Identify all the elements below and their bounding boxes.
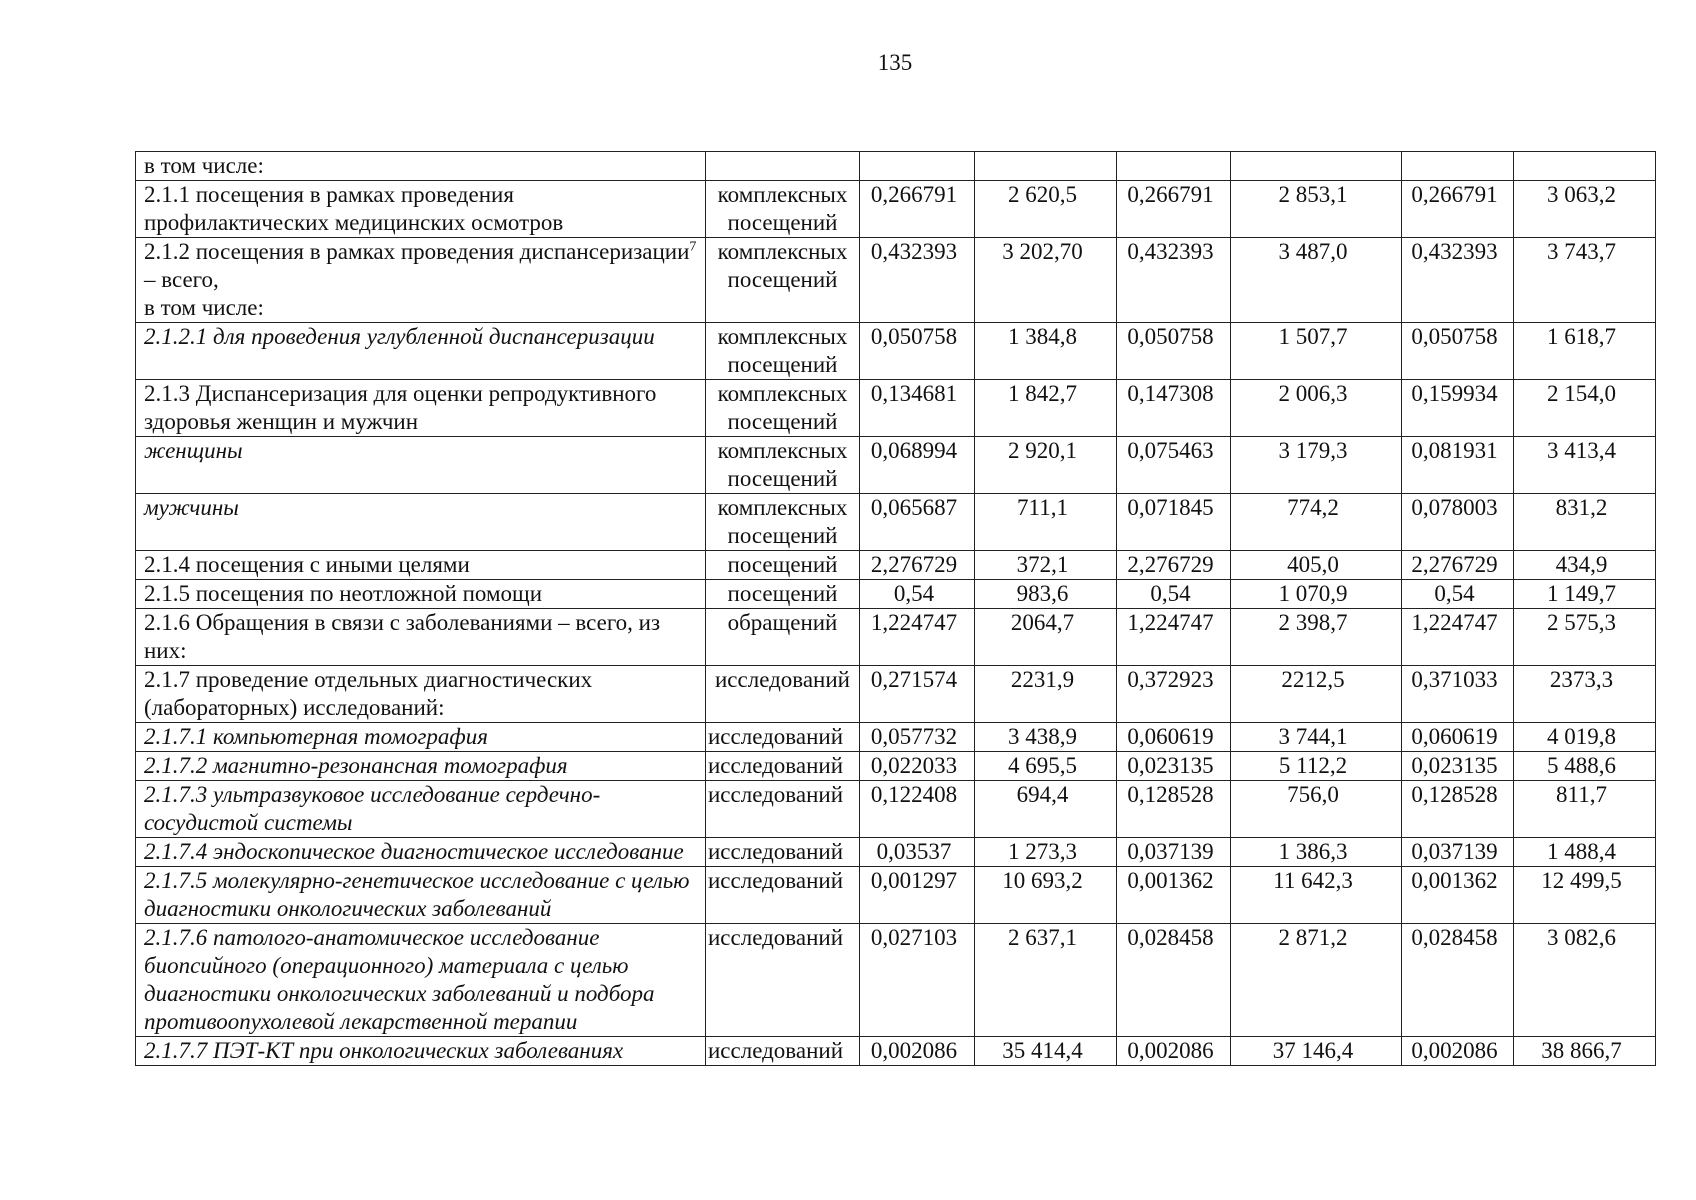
cell-value: 1 488,4 (1514, 838, 1656, 867)
cell-value: 0,128528 (1117, 781, 1231, 838)
cell-value: 0,037139 (1117, 838, 1231, 867)
cell-value: 0,060619 (1402, 723, 1514, 752)
cell-value: 0,068994 (860, 437, 975, 494)
cell-value (1402, 152, 1514, 181)
cell-value: 983,6 (975, 580, 1117, 609)
cell-value: 0,371033 (1402, 666, 1514, 723)
row-name: 2.1.2.1 для проведения углубленной диспансеризации (136, 323, 706, 380)
cell-value: 0,54 (860, 580, 975, 609)
row-unit: комплексных посещений (706, 181, 860, 238)
row-name: в том числе: (136, 152, 706, 181)
cell-value: 0,027103 (860, 924, 975, 1037)
table-row (136, 752, 1656, 781)
table-row (136, 838, 1656, 867)
cell-value: 2 575,3 (1514, 609, 1656, 666)
table-row (136, 666, 1656, 723)
cell-value: 3 438,9 (975, 723, 1117, 752)
cell-value: 0,057732 (860, 723, 975, 752)
row-name-suffix: – всего, (144, 267, 219, 292)
table-row (136, 152, 1656, 181)
cell-value: 2212,5 (1231, 666, 1402, 723)
row-name: 2.1.7.5 молекулярно-генетическое исследование с целью диагностики онкологических заболеваний (136, 867, 706, 924)
row-unit: комплексных посещений (706, 380, 860, 437)
cell-value: 0,159934 (1402, 380, 1514, 437)
cell-value: 0,266791 (860, 181, 975, 238)
cell-value: 811,7 (1514, 781, 1656, 838)
cell-value: 3 487,0 (1231, 238, 1402, 323)
cell-value: 0,271574 (860, 666, 975, 723)
row-unit: посещений (706, 551, 860, 580)
cell-value: 831,2 (1514, 494, 1656, 551)
cell-value: 2,276729 (1402, 551, 1514, 580)
row-name: 2.1.4 посещения с иными целями (136, 551, 706, 580)
row-name: 2.1.5 посещения по неотложной помощи (136, 580, 706, 609)
cell-value: 3 063,2 (1514, 181, 1656, 238)
cell-value: 2 620,5 (975, 181, 1117, 238)
cell-value: 0,001297 (860, 867, 975, 924)
cell-value: 0,023135 (1402, 752, 1514, 781)
row-unit: исследований (706, 723, 860, 752)
cell-value: 774,2 (1231, 494, 1402, 551)
cell-value: 3 179,3 (1231, 437, 1402, 494)
row-unit: исследований (706, 752, 860, 781)
cell-value: 756,0 (1231, 781, 1402, 838)
table-row (136, 323, 1656, 380)
row-name (136, 238, 706, 323)
table-row (136, 924, 1656, 1037)
row-name: 2.1.7 проведение отдельных диагностических (лабораторных) исследований: (136, 666, 706, 723)
cell-value: 0,54 (1117, 580, 1231, 609)
cell-value: 2 853,1 (1231, 181, 1402, 238)
cell-value: 0,432393 (860, 238, 975, 323)
cell-value: 0,432393 (1402, 238, 1514, 323)
cell-value: 3 082,6 (1514, 924, 1656, 1037)
row-unit: исследований (706, 781, 860, 838)
row-name: женщины (136, 437, 706, 494)
table-row (136, 380, 1656, 437)
row-unit (706, 152, 860, 181)
page-number: 135 (877, 50, 913, 75)
cell-value: 0,147308 (1117, 380, 1231, 437)
table-row (136, 181, 1656, 238)
cell-value: 0,022033 (860, 752, 975, 781)
cell-value: 35 414,4 (975, 1037, 1117, 1066)
row-unit: исследований (706, 1037, 860, 1066)
table-row (136, 781, 1656, 838)
cell-value: 38 866,7 (1514, 1037, 1656, 1066)
cell-value: 0,54 (1402, 580, 1514, 609)
cell-value: 4 019,8 (1514, 723, 1656, 752)
cell-value: 4 695,5 (975, 752, 1117, 781)
cell-value: 12 499,5 (1514, 867, 1656, 924)
row-name: мужчины (136, 494, 706, 551)
cell-value (975, 152, 1117, 181)
cell-value (860, 152, 975, 181)
cell-value: 5 488,6 (1514, 752, 1656, 781)
cell-value: 0,060619 (1117, 723, 1231, 752)
table-row (136, 867, 1656, 924)
cell-value (1231, 152, 1402, 181)
cell-value: 0,071845 (1117, 494, 1231, 551)
footnote-marker: 7 (689, 239, 697, 255)
cell-value: 0,002086 (860, 1037, 975, 1066)
cell-value: 711,1 (975, 494, 1117, 551)
cell-value: 1 507,7 (1231, 323, 1402, 380)
row-unit: комплексных посещений (706, 494, 860, 551)
cell-value: 1 149,7 (1514, 580, 1656, 609)
cell-value: 0,050758 (860, 323, 975, 380)
cell-value: 0,050758 (1117, 323, 1231, 380)
row-name: 2.1.7.3 ультразвуковое исследование сердечно-сосудистой системы (136, 781, 706, 838)
table-row (136, 437, 1656, 494)
row-name: 2.1.1 посещения в рамках проведения профилактических медицинских осмотров (136, 181, 706, 238)
standards-table-container (135, 151, 1656, 1066)
row-name-sub: в том числе: (144, 295, 264, 320)
cell-value: 0,266791 (1402, 181, 1514, 238)
cell-value: 2064,7 (975, 609, 1117, 666)
table-row (136, 1037, 1656, 1066)
standards-table (135, 151, 1656, 1066)
cell-value: 1 386,3 (1231, 838, 1402, 867)
cell-value: 0,075463 (1117, 437, 1231, 494)
row-unit: исследований (706, 666, 860, 723)
cell-value: 5 112,2 (1231, 752, 1402, 781)
table-row (136, 494, 1656, 551)
cell-value: 1 618,7 (1514, 323, 1656, 380)
cell-value: 37 146,4 (1231, 1037, 1402, 1066)
cell-value: 3 413,4 (1514, 437, 1656, 494)
cell-value: 0,081931 (1402, 437, 1514, 494)
cell-value: 0,128528 (1402, 781, 1514, 838)
cell-value: 0,134681 (860, 380, 975, 437)
cell-value: 2,276729 (860, 551, 975, 580)
cell-value: 3 202,70 (975, 238, 1117, 323)
cell-value: 0,037139 (1402, 838, 1514, 867)
row-unit: посещений (706, 580, 860, 609)
cell-value: 10 693,2 (975, 867, 1117, 924)
cell-value: 2 006,3 (1231, 380, 1402, 437)
row-name: 2.1.7.1 компьютерная томография (136, 723, 706, 752)
cell-value: 0,001362 (1117, 867, 1231, 924)
row-unit: исследований (706, 867, 860, 924)
cell-value: 0,001362 (1402, 867, 1514, 924)
cell-value: 0,432393 (1117, 238, 1231, 323)
table-row (136, 609, 1656, 666)
cell-value: 0,03537 (860, 838, 975, 867)
cell-value (1514, 152, 1656, 181)
row-unit: комплексных посещений (706, 323, 860, 380)
cell-value: 2,276729 (1117, 551, 1231, 580)
cell-value: 405,0 (1231, 551, 1402, 580)
row-name: 2.1.7.4 эндоскопическое диагностическое исследование (136, 838, 706, 867)
row-unit: исследований (706, 838, 860, 867)
cell-value: 0,002086 (1117, 1037, 1231, 1066)
cell-value: 434,9 (1514, 551, 1656, 580)
cell-value: 0,002086 (1402, 1037, 1514, 1066)
row-name-main: 2.1.2 посещения в рамках проведения диспансеризации (144, 239, 690, 264)
cell-value: 11 642,3 (1231, 867, 1402, 924)
cell-value: 0,078003 (1402, 494, 1514, 551)
table-row (136, 238, 1656, 323)
row-name: 2.1.7.2 магнитно-резонансная томография (136, 752, 706, 781)
cell-value: 1 842,7 (975, 380, 1117, 437)
table-row (136, 723, 1656, 752)
row-unit: обращений (706, 609, 860, 666)
cell-value: 1 070,9 (1231, 580, 1402, 609)
cell-value: 0,028458 (1117, 924, 1231, 1037)
cell-value: 694,4 (975, 781, 1117, 838)
cell-value: 2 871,2 (1231, 924, 1402, 1037)
row-name: 2.1.6 Обращения в связи с заболеваниями – всего, из них: (136, 609, 706, 666)
row-name: 2.1.7.7 ПЭТ-КТ при онкологических заболеваниях (136, 1037, 706, 1066)
cell-value: 3 743,7 (1514, 238, 1656, 323)
cell-value: 0,122408 (860, 781, 975, 838)
cell-value: 1,224747 (1402, 609, 1514, 666)
cell-value: 0,028458 (1402, 924, 1514, 1037)
cell-value: 2 398,7 (1231, 609, 1402, 666)
cell-value: 3 744,1 (1231, 723, 1402, 752)
cell-value: 0,023135 (1117, 752, 1231, 781)
cell-value: 1 273,3 (975, 838, 1117, 867)
row-name: 2.1.7.6 патолого-анатомическое исследование биопсийного (операционного) материала с целью диагностики онкологических заболеваний и подбора противоопухолевой лекарственной терапии (136, 924, 706, 1037)
cell-value: 2 920,1 (975, 437, 1117, 494)
cell-value: 0,065687 (860, 494, 975, 551)
cell-value: 2 637,1 (975, 924, 1117, 1037)
row-unit: исследований (706, 924, 860, 1037)
cell-value: 1,224747 (860, 609, 975, 666)
cell-value: 372,1 (975, 551, 1117, 580)
table-body (136, 152, 1656, 1066)
cell-value: 1 384,8 (975, 323, 1117, 380)
row-unit: комплексных посещений (706, 437, 860, 494)
cell-value: 2 154,0 (1514, 380, 1656, 437)
row-unit: комплексных посещений (706, 238, 860, 323)
cell-value: 0,266791 (1117, 181, 1231, 238)
row-name: 2.1.3 Диспансеризация для оценки репродуктивного здоровья женщин и мужчин (136, 380, 706, 437)
cell-value: 1,224747 (1117, 609, 1231, 666)
cell-value: 0,050758 (1402, 323, 1514, 380)
table-row (136, 580, 1656, 609)
table-row (136, 551, 1656, 580)
cell-value: 0,372923 (1117, 666, 1231, 723)
cell-value: 2373,3 (1514, 666, 1656, 723)
cell-value: 2231,9 (975, 666, 1117, 723)
cell-value (1117, 152, 1231, 181)
